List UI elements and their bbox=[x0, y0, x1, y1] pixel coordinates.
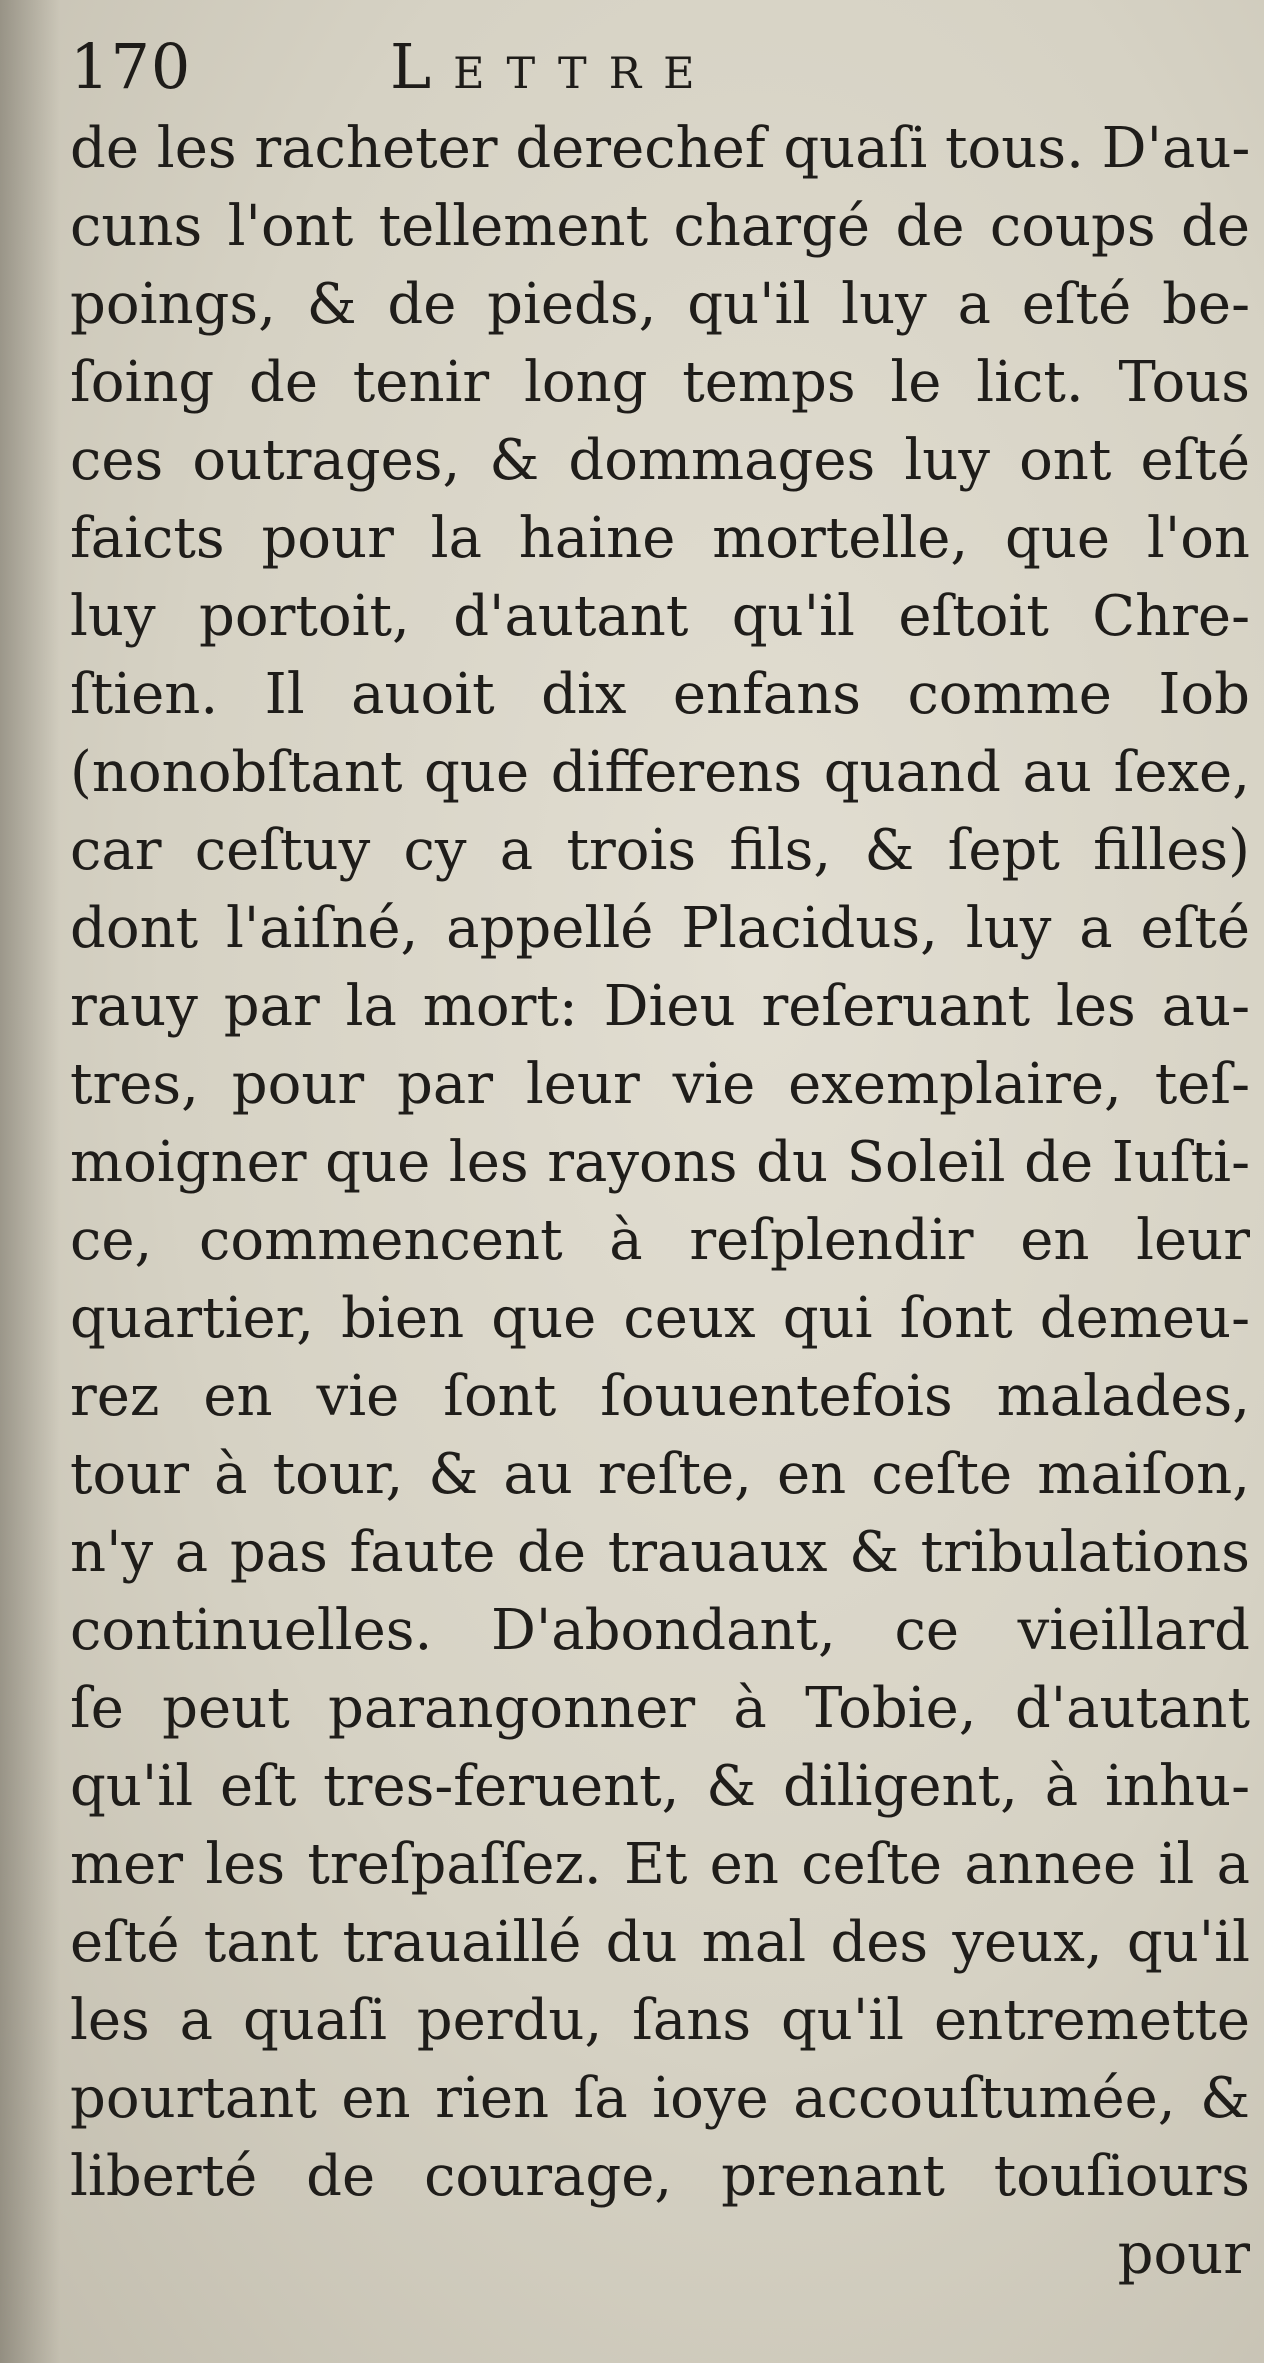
text-line: pourtant en rien ſa ioye accouſtumée, & bbox=[70, 2066, 1250, 2131]
body-text bbox=[70, 110, 1250, 2294]
text-line: ſe peut parangonner à Tobie, d'autant bbox=[70, 1676, 1250, 1741]
text-line: ſtien. Il auoit dix enfans comme Iob bbox=[70, 662, 1250, 727]
text-line: rez en vie ſont ſouuentefois malades, bbox=[70, 1364, 1250, 1429]
text-line: faicts pour la haine mortelle, que l'on bbox=[70, 506, 1250, 571]
text-line: continuelles. D'abondant, ce vieillard bbox=[70, 1598, 1250, 1663]
text-line: poings, & de pieds, qu'il luy a eſté be- bbox=[70, 272, 1250, 337]
text-line: ces outrages, & dommages luy ont eſté bbox=[70, 428, 1250, 493]
text-line: n'y a pas faute de trauaux & tribulations bbox=[70, 1520, 1250, 1585]
text-line: (nonobſtant que differens quand au ſexe, bbox=[70, 740, 1250, 805]
text-line: ce, commencent à reſplendir en leur bbox=[70, 1208, 1250, 1273]
text-line: car ceſtuy cy a trois fils, & ſept filles) bbox=[70, 818, 1250, 883]
text-line: moigner que les rayons du Soleil de Iuſti- bbox=[70, 1130, 1250, 1195]
text-line: les a quaſi perdu, ſans qu'il entremette bbox=[70, 1988, 1250, 2053]
text-line: dont l'aiſné, appellé Placidus, luy a eſté bbox=[70, 896, 1250, 961]
text-line: qu'il eſt tres-feruent, & diligent, à inhu- bbox=[70, 1754, 1250, 1819]
catchword: pour bbox=[1117, 2222, 1250, 2287]
text-line: quartier, bien que ceux qui ſont demeu- bbox=[70, 1286, 1250, 1351]
text-line: rauy par la mort: Dieu reſeruant les au- bbox=[70, 974, 1250, 1039]
text-line: eſté tant trauaillé du mal des yeux, qu'il bbox=[70, 1910, 1250, 1975]
page-number: 170 bbox=[70, 30, 192, 103]
text-line: tour à tour, & au reſte, en ceſte maiſon, bbox=[70, 1442, 1250, 1507]
text-line: ſoing de tenir long temps le lict. Tous bbox=[70, 350, 1250, 415]
text-line: cuns l'ont tellement chargé de coups de bbox=[70, 194, 1250, 259]
gutter-shadow bbox=[0, 0, 60, 2363]
text-line: mer les treſpaſſez. Et en ceſte annee il a bbox=[70, 1832, 1250, 1897]
text-line: de les racheter derechef quaſi tous. D'au- bbox=[70, 116, 1250, 181]
running-title: Lettre bbox=[390, 30, 717, 103]
text-line: liberté de courage, prenant touſiours bbox=[70, 2144, 1250, 2209]
text-line: luy portoit, d'autant qu'il eſtoit Chre- bbox=[70, 584, 1250, 649]
text-line: tres, pour par leur vie exemplaire, teſ- bbox=[70, 1052, 1250, 1117]
